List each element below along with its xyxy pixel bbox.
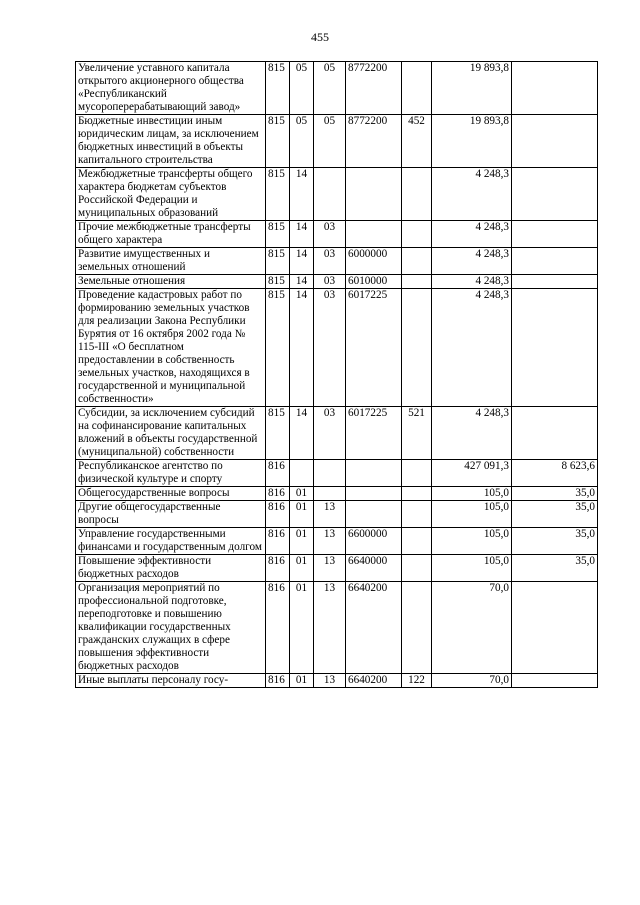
- amount-cell: 105,0: [432, 555, 512, 582]
- target-article-code: 6000000: [346, 248, 402, 275]
- amount-2-cell: 35,0: [512, 501, 598, 528]
- subsection-code: 03: [314, 248, 346, 275]
- amount-2-cell: 8 623,6: [512, 460, 598, 487]
- expense-type-code: [402, 582, 432, 674]
- section-code: 14: [290, 407, 314, 460]
- amount-cell: 4 248,3: [432, 275, 512, 289]
- target-article-code: [346, 487, 402, 501]
- amount-2-cell: 35,0: [512, 487, 598, 501]
- table-row: [76, 528, 598, 555]
- target-article-code: 6600000: [346, 528, 402, 555]
- ministry-code: 815: [266, 289, 290, 407]
- amount-2-cell: [512, 289, 598, 407]
- amount-cell: 4 248,3: [432, 289, 512, 407]
- table-row: [76, 407, 598, 460]
- amount-cell: 427 091,3: [432, 460, 512, 487]
- amount-cell: 105,0: [432, 528, 512, 555]
- row-name: Бюджетные инвестиции иным юридическим лицам, за исключением бюджетных инвестиций в объекты капитального строительства: [76, 115, 266, 168]
- row-name: Прочие межбюджетные трансферты общего характера: [76, 221, 266, 248]
- ministry-code: 815: [266, 115, 290, 168]
- section-code: 14: [290, 221, 314, 248]
- table-row: [76, 674, 598, 688]
- amount-2-cell: [512, 62, 598, 115]
- ministry-code: 815: [266, 248, 290, 275]
- amount-cell: 4 248,3: [432, 221, 512, 248]
- amount-cell: 105,0: [432, 501, 512, 528]
- amount-2-cell: [512, 674, 598, 688]
- amount-2-cell: 35,0: [512, 555, 598, 582]
- expense-type-code: [402, 487, 432, 501]
- row-name: Развитие имущественных и земельных отношений: [76, 248, 266, 275]
- row-name: Другие общегосударственные вопросы: [76, 501, 266, 528]
- ministry-code: 816: [266, 501, 290, 528]
- row-name: Иные выплаты персоналу госу-: [76, 674, 266, 688]
- table-row: [76, 460, 598, 487]
- ministry-code: 815: [266, 275, 290, 289]
- section-code: [290, 460, 314, 487]
- ministry-code: 816: [266, 555, 290, 582]
- section-code: 01: [290, 528, 314, 555]
- table-row: [76, 501, 598, 528]
- page-number: 455: [311, 30, 329, 44]
- amount-2-cell: [512, 168, 598, 221]
- subsection-code: 13: [314, 528, 346, 555]
- expense-type-code: [402, 221, 432, 248]
- amount-2-cell: [512, 248, 598, 275]
- expense-type-code: [402, 168, 432, 221]
- target-article-code: 6640200: [346, 674, 402, 688]
- expense-type-code: [402, 275, 432, 289]
- row-name: Земельные отношения: [76, 275, 266, 289]
- amount-cell: 19 893,8: [432, 62, 512, 115]
- ministry-code: 816: [266, 460, 290, 487]
- target-article-code: 6017225: [346, 407, 402, 460]
- subsection-code: 13: [314, 501, 346, 528]
- target-article-code: 6640000: [346, 555, 402, 582]
- amount-cell: 70,0: [432, 582, 512, 674]
- expense-type-code: [402, 528, 432, 555]
- table-row: [76, 168, 598, 221]
- amount-cell: 4 248,3: [432, 407, 512, 460]
- target-article-code: 6640200: [346, 582, 402, 674]
- amount-cell: 105,0: [432, 487, 512, 501]
- expense-type-code: 521: [402, 407, 432, 460]
- table-row: [76, 555, 598, 582]
- table-row: [76, 221, 598, 248]
- target-article-code: 8772200: [346, 62, 402, 115]
- row-name: Общегосударственные вопросы: [76, 487, 266, 501]
- section-code: 14: [290, 248, 314, 275]
- section-code: 01: [290, 501, 314, 528]
- expense-type-code: 122: [402, 674, 432, 688]
- row-name: Организация мероприятий по профессиональной подготовке, переподготовке и повышению квалификации государственных гражданских служащих в сфере повышения эффективности бюджетных расходов: [76, 582, 266, 674]
- subsection-code: 05: [314, 62, 346, 115]
- row-name: Республиканское агентство по физической культуре и спорту: [76, 460, 266, 487]
- amount-2-cell: [512, 115, 598, 168]
- ministry-code: 815: [266, 168, 290, 221]
- subsection-code: 03: [314, 407, 346, 460]
- subsection-code: [314, 460, 346, 487]
- target-article-code: 6010000: [346, 275, 402, 289]
- section-code: 01: [290, 555, 314, 582]
- row-name: Проведение кадастровых работ по формированию земельных участков для реализации Закона Республики Бурятия от 16 октября 2002 года № 115-III «О бесплатном предоставлении в собственность земельных участков, находящихся в государственной и муниципальной собственности»: [76, 289, 266, 407]
- section-code: 01: [290, 582, 314, 674]
- section-code: 05: [290, 115, 314, 168]
- amount-cell: 4 248,3: [432, 168, 512, 221]
- section-code: 05: [290, 62, 314, 115]
- budget-table: [75, 61, 598, 688]
- subsection-code: [314, 487, 346, 501]
- target-article-code: [346, 460, 402, 487]
- ministry-code: 816: [266, 674, 290, 688]
- row-name: Межбюджетные трансферты общего характера бюджетам субъектов Российской Федерации и муниципальных образований: [76, 168, 266, 221]
- table-row: [76, 248, 598, 275]
- target-article-code: [346, 168, 402, 221]
- table-row: [76, 62, 598, 115]
- target-article-code: [346, 221, 402, 248]
- row-name: Увеличение уставного капитала открытого акционерного общества «Республиканский мусороперерабатывающий завод»: [76, 62, 266, 115]
- subsection-code: [314, 168, 346, 221]
- ministry-code: 816: [266, 582, 290, 674]
- amount-cell: 4 248,3: [432, 248, 512, 275]
- amount-2-cell: 35,0: [512, 528, 598, 555]
- table-row: [76, 582, 598, 674]
- expense-type-code: [402, 460, 432, 487]
- table-row: [76, 487, 598, 501]
- subsection-code: 03: [314, 289, 346, 407]
- ministry-code: 816: [266, 487, 290, 501]
- table-row: [76, 115, 598, 168]
- row-name: Субсидии, за исключением субсидий на софинансирование капитальных вложений в объекты государственной (муниципальной) собственности: [76, 407, 266, 460]
- expense-type-code: 452: [402, 115, 432, 168]
- amount-2-cell: [512, 582, 598, 674]
- row-name: Управление государственными финансами и государственным долгом: [76, 528, 266, 555]
- expense-type-code: [402, 62, 432, 115]
- target-article-code: [346, 501, 402, 528]
- amount-2-cell: [512, 407, 598, 460]
- expense-type-code: [402, 501, 432, 528]
- expense-type-code: [402, 248, 432, 275]
- subsection-code: 05: [314, 115, 346, 168]
- target-article-code: 8772200: [346, 115, 402, 168]
- amount-cell: 70,0: [432, 674, 512, 688]
- table-row: [76, 289, 598, 407]
- row-name: Повышение эффективности бюджетных расходов: [76, 555, 266, 582]
- subsection-code: 13: [314, 582, 346, 674]
- section-code: 14: [290, 168, 314, 221]
- ministry-code: 816: [266, 528, 290, 555]
- amount-2-cell: [512, 221, 598, 248]
- section-code: 14: [290, 289, 314, 407]
- subsection-code: 03: [314, 275, 346, 289]
- ministry-code: 815: [266, 221, 290, 248]
- table-row: [76, 275, 598, 289]
- expense-type-code: [402, 555, 432, 582]
- expense-type-code: [402, 289, 432, 407]
- subsection-code: 13: [314, 555, 346, 582]
- amount-cell: 19 893,8: [432, 115, 512, 168]
- subsection-code: 13: [314, 674, 346, 688]
- section-code: 01: [290, 487, 314, 501]
- subsection-code: 03: [314, 221, 346, 248]
- section-code: 14: [290, 275, 314, 289]
- ministry-code: 815: [266, 407, 290, 460]
- target-article-code: 6017225: [346, 289, 402, 407]
- amount-2-cell: [512, 275, 598, 289]
- ministry-code: 815: [266, 62, 290, 115]
- section-code: 01: [290, 674, 314, 688]
